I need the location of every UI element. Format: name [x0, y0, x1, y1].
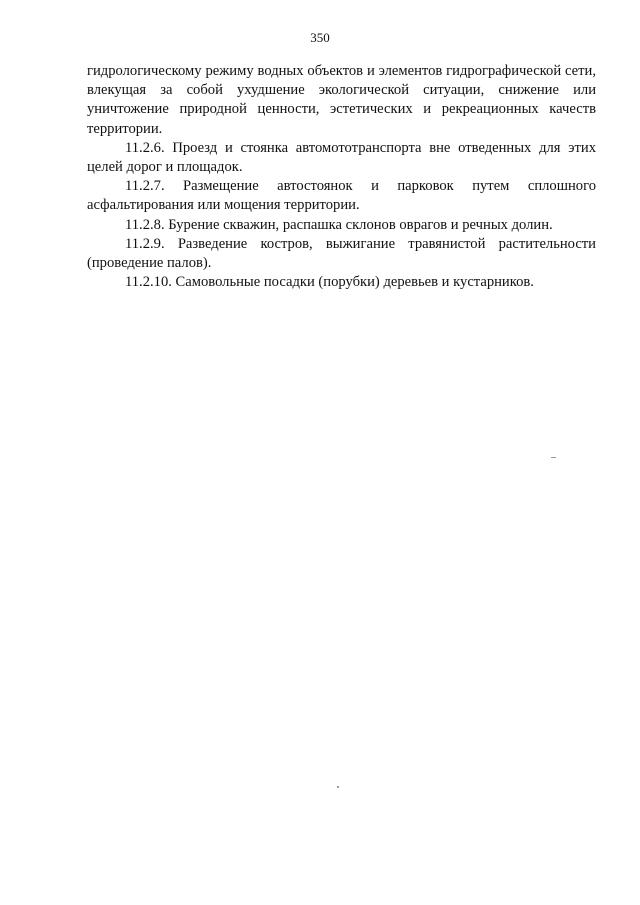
paragraph-continuation: гидрологическому режиму водных объектов и элементов гидрографической сети, влекущая за собой ухудшение экологической ситуации, снижение или уничтожение природной ценности, эстетических и рекреационных качеств территории.	[87, 63, 596, 137]
scan-speck	[551, 457, 556, 458]
paragraph-11-2-6: 11.2.6. Проезд и стоянка автомототранспорта вне отведенных для этих целей дорог и площадок.	[87, 139, 596, 176]
paragraph-11-2-7: 11.2.7. Размещение автостоянок и парковок путем сплошного асфальтирования или мощения территории.	[87, 178, 596, 214]
document-body	[87, 62, 596, 292]
paragraph-11-2-8: 11.2.8. Бурение скважин, распашка склонов оврагов и речных долин.	[125, 216, 553, 233]
page-number: 350	[310, 30, 330, 45]
paragraph-11-2-10: 11.2.10. Самовольные посадки (порубки) деревьев и кустарников.	[125, 274, 534, 291]
paragraph-11-2-9: 11.2.9. Разведение костров, выжигание травянистой растительности (проведение палов).	[87, 235, 596, 272]
scan-speck	[337, 786, 339, 788]
